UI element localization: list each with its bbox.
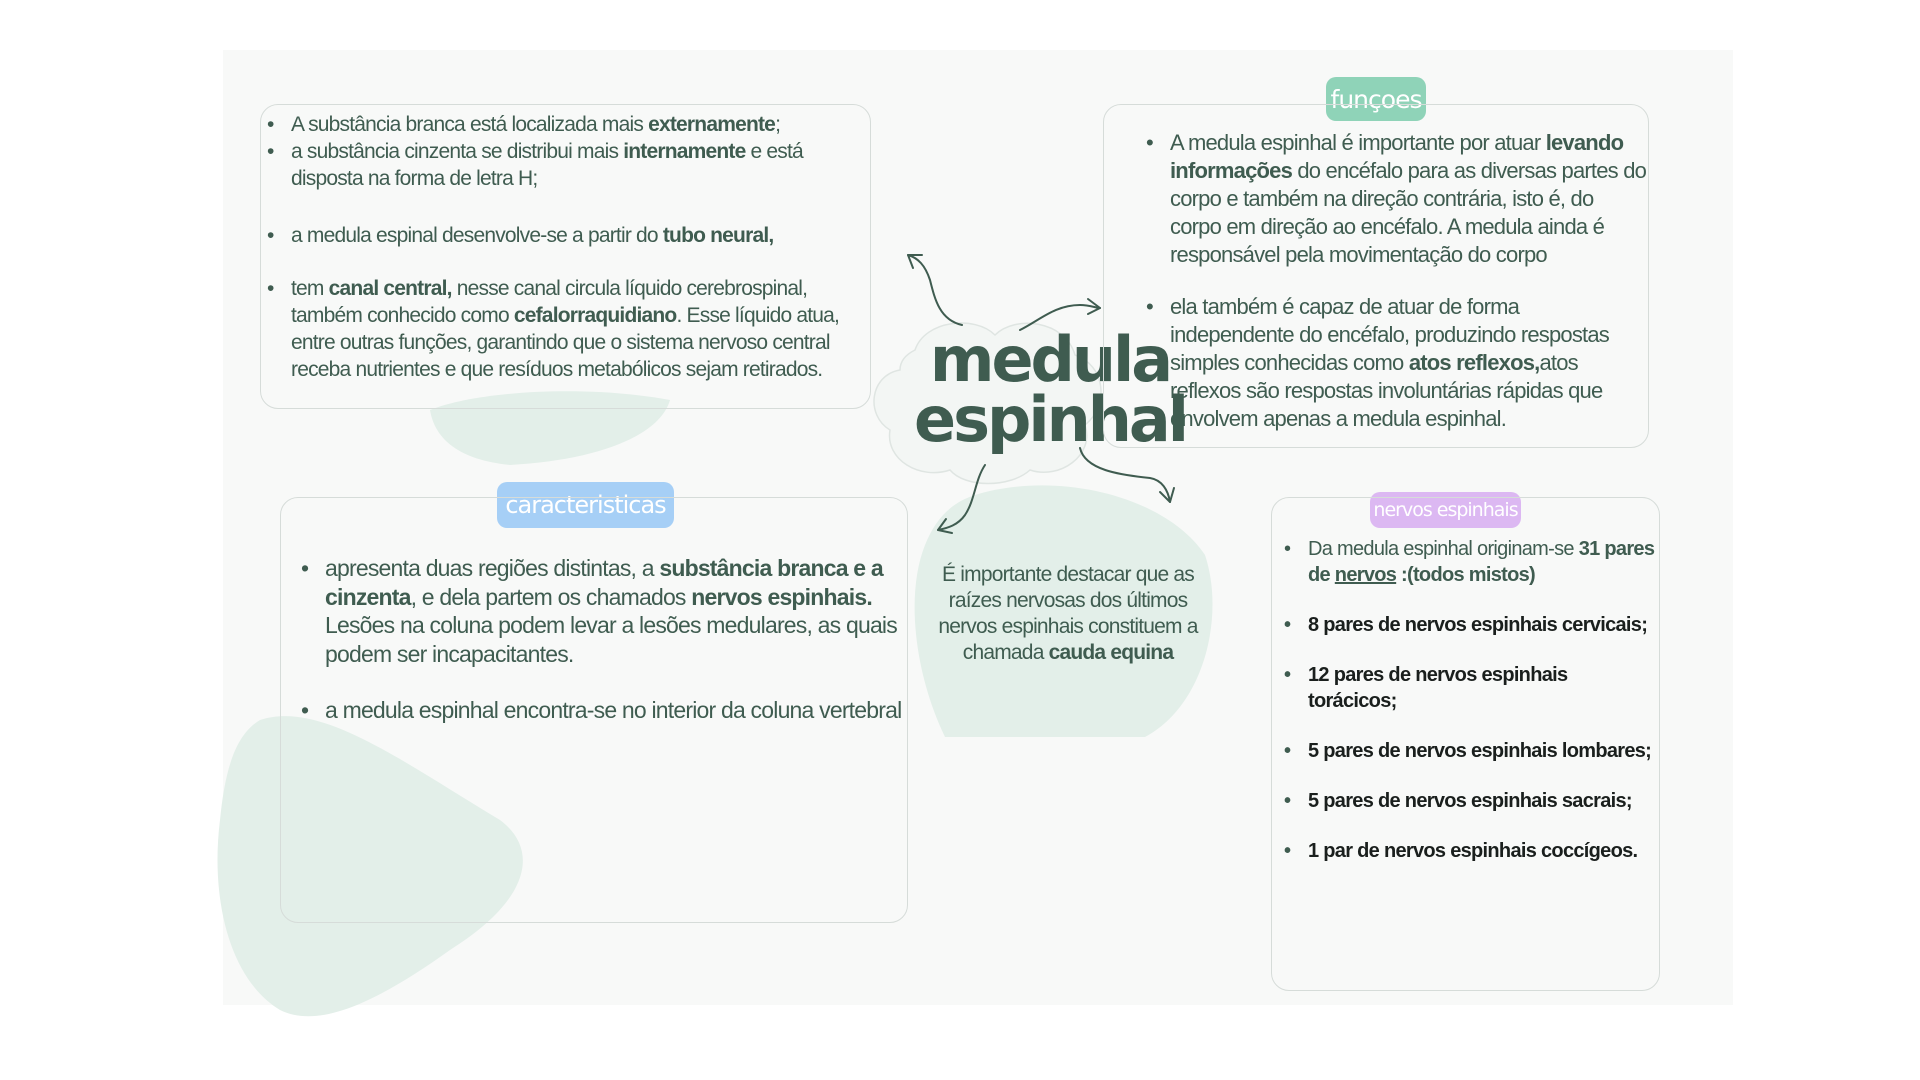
bold-text: atos reflexos, [1408, 350, 1540, 375]
bold-text: :(todos mistos) [1396, 564, 1535, 586]
text: do encéfalo para as diversas partes do corpo e também na direção contrária, isto é, do corpo em direção ao encéfalo. A medula ainda é responsável pela movimentação do corpo [1170, 158, 1647, 267]
text: É importante destacar que as raízes nervosas dos últimos nervos espinhais constituem a chamada [938, 563, 1198, 664]
bold-text: 31 pares de [1308, 538, 1655, 586]
list-item: • 8 pares de nervos espinhais cervicais; [1278, 612, 1659, 638]
bold-text: internamente [623, 140, 746, 163]
tag-nervos-espinhais: nervos espinhais [1370, 492, 1521, 528]
list-item [261, 138, 870, 192]
card-bottom-right [1271, 497, 1660, 991]
list-item: • 5 pares de nervos espinhais lombares; [1278, 738, 1659, 764]
tag-funcoes: funçoes [1326, 77, 1426, 121]
list-item: • 5 pares de nervos espinhais sacrais; [1278, 788, 1659, 814]
text: a substância cinzenta se distribui mais [291, 140, 624, 163]
text: , e dela partem os chamados [410, 583, 692, 610]
text: . Esse líquido atua, entre outras funções, garantindo que o sistema nervoso central receba nutrientes e que resíduos metabólicos sejam retirados. [291, 304, 840, 381]
text: A medula espinhal é importante por atuar [1170, 130, 1546, 155]
underlined-text: nervos [1334, 564, 1397, 586]
card-top-right [1103, 104, 1649, 448]
text: Da medula espinhal originam-se [1308, 538, 1579, 560]
list-item [261, 275, 870, 383]
list-item: • 1 par de nervos espinhais coccígeos. [1278, 838, 1659, 864]
text: Lesões na coluna podem levar a lesões medulares, as quais podem ser incapacitantes. [325, 612, 897, 667]
arrow-to-top-left [908, 255, 962, 325]
text: atos reflexos são respostas involuntárias rápidas que envolvem apenas a medula espinhal. [1170, 350, 1603, 431]
list-item: • a medula espinhal encontra-se no interior da coluna vertebral [295, 696, 907, 725]
note-cauda-equina [918, 562, 1218, 666]
bold-text: levando informações [1170, 130, 1624, 183]
bold-text: externamente [648, 113, 776, 136]
list-item [295, 554, 907, 668]
central-topic-line2: espinhal [914, 383, 1186, 456]
list-item [1278, 536, 1659, 588]
arrow-to-bottom-right [1080, 448, 1170, 502]
text: a medula espinal desenvolve-se a partir do [291, 224, 663, 247]
text: tem [291, 277, 329, 300]
text: nesse canal circula líquido cerebrospinal, também conhecido como [291, 277, 808, 327]
card-top-left [260, 104, 871, 409]
bold-text: substância branca e a cinzenta [325, 555, 883, 610]
tag-caracteristicas: caracteristicas [497, 482, 674, 528]
card-bottom-left [280, 497, 908, 923]
bold-text: nervos espinhais. [691, 583, 872, 610]
text: apresenta duas regiões distintas, a [325, 555, 660, 581]
list-item [1140, 129, 1648, 269]
bold-text: cauda equina [1048, 641, 1174, 664]
list-item [261, 111, 870, 138]
bold-text: cefalorraquidiano [513, 304, 677, 327]
list-item [261, 222, 870, 249]
text: A substância branca está localizada mais [291, 113, 649, 136]
central-topic-line1: medula [929, 323, 1171, 396]
text: ela também é capaz de atuar de forma independente do encéfalo, produzindo respostas simples conhecidas como [1170, 294, 1610, 375]
text: e está disposta na forma de letra H; [291, 140, 803, 190]
text: ; [775, 113, 781, 136]
list-item [1140, 293, 1648, 433]
list-item: • 12 pares de nervos espinhais torácicos; [1278, 662, 1659, 714]
bold-text: tubo neural, [662, 224, 774, 247]
bold-text: canal central, [328, 277, 452, 300]
